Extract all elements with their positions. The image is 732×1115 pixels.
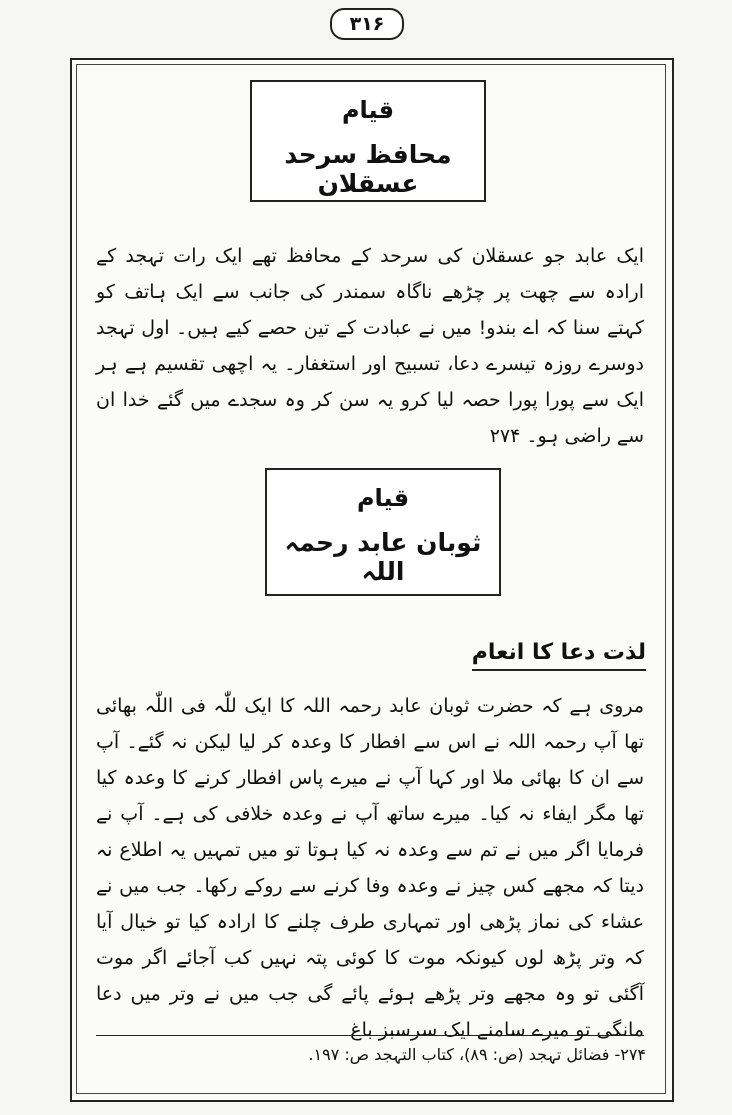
section-heading: لذت دعا کا انعام (472, 640, 646, 671)
page-number: ۳۱۶ (330, 8, 404, 40)
title-box-1 (250, 80, 486, 202)
subtitle-2: ثوبان عابد رحمہ اللہ (284, 528, 482, 586)
footnote: ۲۷۴- فضائل تہجد (ص: ۸۹)، کتاب التہجد ص: ۱۹۷. (308, 1045, 646, 1064)
title-1: قیام (341, 96, 395, 124)
paragraph-2: مروی ہے کہ حضرت ثوبان عابد رحمہ اللہ کا ایک للّٰہ فی اللّٰہ بھائی تھا آپ رحمہ اللہ نے اس سے افطار کا وعدہ کر لیا لیکن نہ گئے۔ آپ سے ان کا بھائی ملا اور کہا آپ نے میرے پاس افطار کرنے کا وعدہ کیا تھا مگر ایفاء نہ کیا۔ میرے ساتھ آپ نے وعدہ خلافی کی ہے۔ آپ نے فرمایا اگر میں نے تم سے وعدہ نہ کیا ہوتا تو میں تمہیں یہ اطلاع نہ دیتا کہ مجھے کس چیز نے وعدہ وفا کرنے سے روکے رکھا۔ جب میں نے عشاء کی نماز پڑھی اور تمہاری طرف چلنے کا ارادہ کیا تو خیال آیا کہ وتر پڑھ لوں کیونکہ موت کا کوئی پتہ نہیں کب آجائے اگر موت آگئی تو وہ مجھے وتر پڑھے ہوئے پائے گی جب میں نے وتر میں دعا مانگی تو میرے سامنے ایک سرسبز باغ (96, 695, 644, 1041)
title-2: قیام (356, 484, 410, 512)
paragraph-1: ایک عابد جو عسقلان کی سرحد کے محافظ تھے ایک رات تہجد کے ارادہ سے چھت پر چڑھے ناگاہ سمندر کی جانب سے ایک ہاتف کو کہتے سنا کہ اے بندو! میں نے عبادت کے تین حصے کیے ہیں۔ اول تہجد دوسرے روزہ تیسرے دعا، تسبیح اور استغفار۔ یہ اچھی تقسیم ہے ہر ایک سے پورا پورا حصہ لیا کرو یہ سن کر وہ سجدے میں گئے خدا ان سے راضی ہو۔ ۲۷۴ (96, 245, 644, 447)
subtitle-1: محافظ سرحد عسقلان (284, 140, 452, 198)
footnote-divider (96, 1035, 644, 1036)
title-box-2 (265, 468, 501, 596)
